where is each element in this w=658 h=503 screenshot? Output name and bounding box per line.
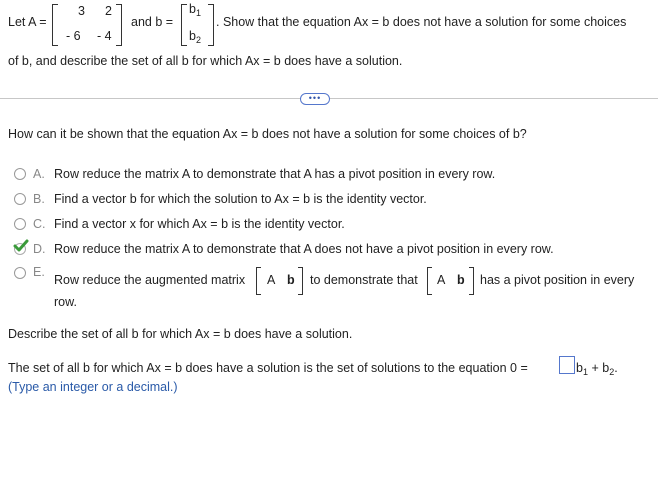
option-a-text[interactable]: Row reduce the matrix A to demonstrate that A has a pivot position in every row. [54,167,496,181]
answer-suffix: $b_1 + b_2$. [576,361,618,377]
aug-matrix-1-left-bracket [256,267,261,295]
vector-b-left-bracket [181,4,187,46]
vector-b-right-bracket [208,4,214,46]
option-e-radio[interactable] [14,267,26,279]
matrix-a-r1c2: 2 [105,4,112,18]
option-e-letter: E. [33,265,45,279]
option-e-text-line2[interactable]: row. [54,295,77,309]
vector-b-top: $b_1$ [189,2,201,18]
aug-matrix-1-right-bracket [298,267,303,295]
option-c-letter: C. [33,217,46,231]
option-e-text-a[interactable]: Row reduce the augmented matrix [54,273,246,287]
option-a-radio[interactable] [14,168,26,180]
aug-matrix-2-b: b [457,273,465,287]
matrix-a-right-bracket [116,4,122,46]
part2-prompt: Describe the set of all b for which Ax = b does have a solution. [8,327,353,341]
option-c-radio[interactable] [14,218,26,230]
aug-matrix-2-right-bracket [469,267,474,295]
more-button[interactable]: ••• [300,93,330,105]
matrix-a-r1c1: 3 [78,4,85,18]
part2-answer-text: The set of all b for which Ax = b does have a solution is the set of solutions to the equation 0 = [8,361,528,375]
aug-matrix-1-a: A [267,273,276,287]
option-a-letter: A. [33,167,45,181]
option-b-text[interactable]: Find a vector b for which the solution to Ax = b is the identity vector. [54,192,427,206]
matrix-a-r2c2: - 4 [97,29,112,43]
answer-hint: (Type an integer or a decimal.) [8,380,178,394]
option-e-text-c[interactable]: has a pivot position in every [480,273,635,287]
statement-line1: . Show that the equation Ax = b does not have a solution for some choices [216,15,627,29]
option-b-radio[interactable] [14,193,26,205]
matrix-a-r2c1: - 6 [66,29,81,43]
checkmark-icon [13,239,29,253]
option-b-letter: B. [33,192,45,206]
option-d-letter: D. [33,242,46,256]
and-b-label: and b = [131,15,174,29]
vector-b-bottom: $b_2$ [189,29,201,45]
statement-line2: of b, and describe the set of all b for which Ax = b does have a solution. [8,54,403,68]
part1-prompt: How can it be shown that the equation Ax = b does not have a solution for some choices of b? [8,127,527,141]
option-d-text[interactable]: Row reduce the matrix A to demonstrate that A does not have a pivot position in every row. [54,242,554,256]
matrix-a-left-bracket [52,4,58,46]
aug-matrix-1-b: b [287,273,295,287]
option-c-text[interactable]: Find a vector x for which Ax = b is the identity vector. [54,217,345,231]
aug-matrix-2-left-bracket [427,267,432,295]
let-label: Let A = [8,15,47,29]
option-e-text-b[interactable]: to demonstrate that [310,273,418,287]
aug-matrix-2-a: A [437,273,446,287]
answer-input-box[interactable] [559,356,575,374]
